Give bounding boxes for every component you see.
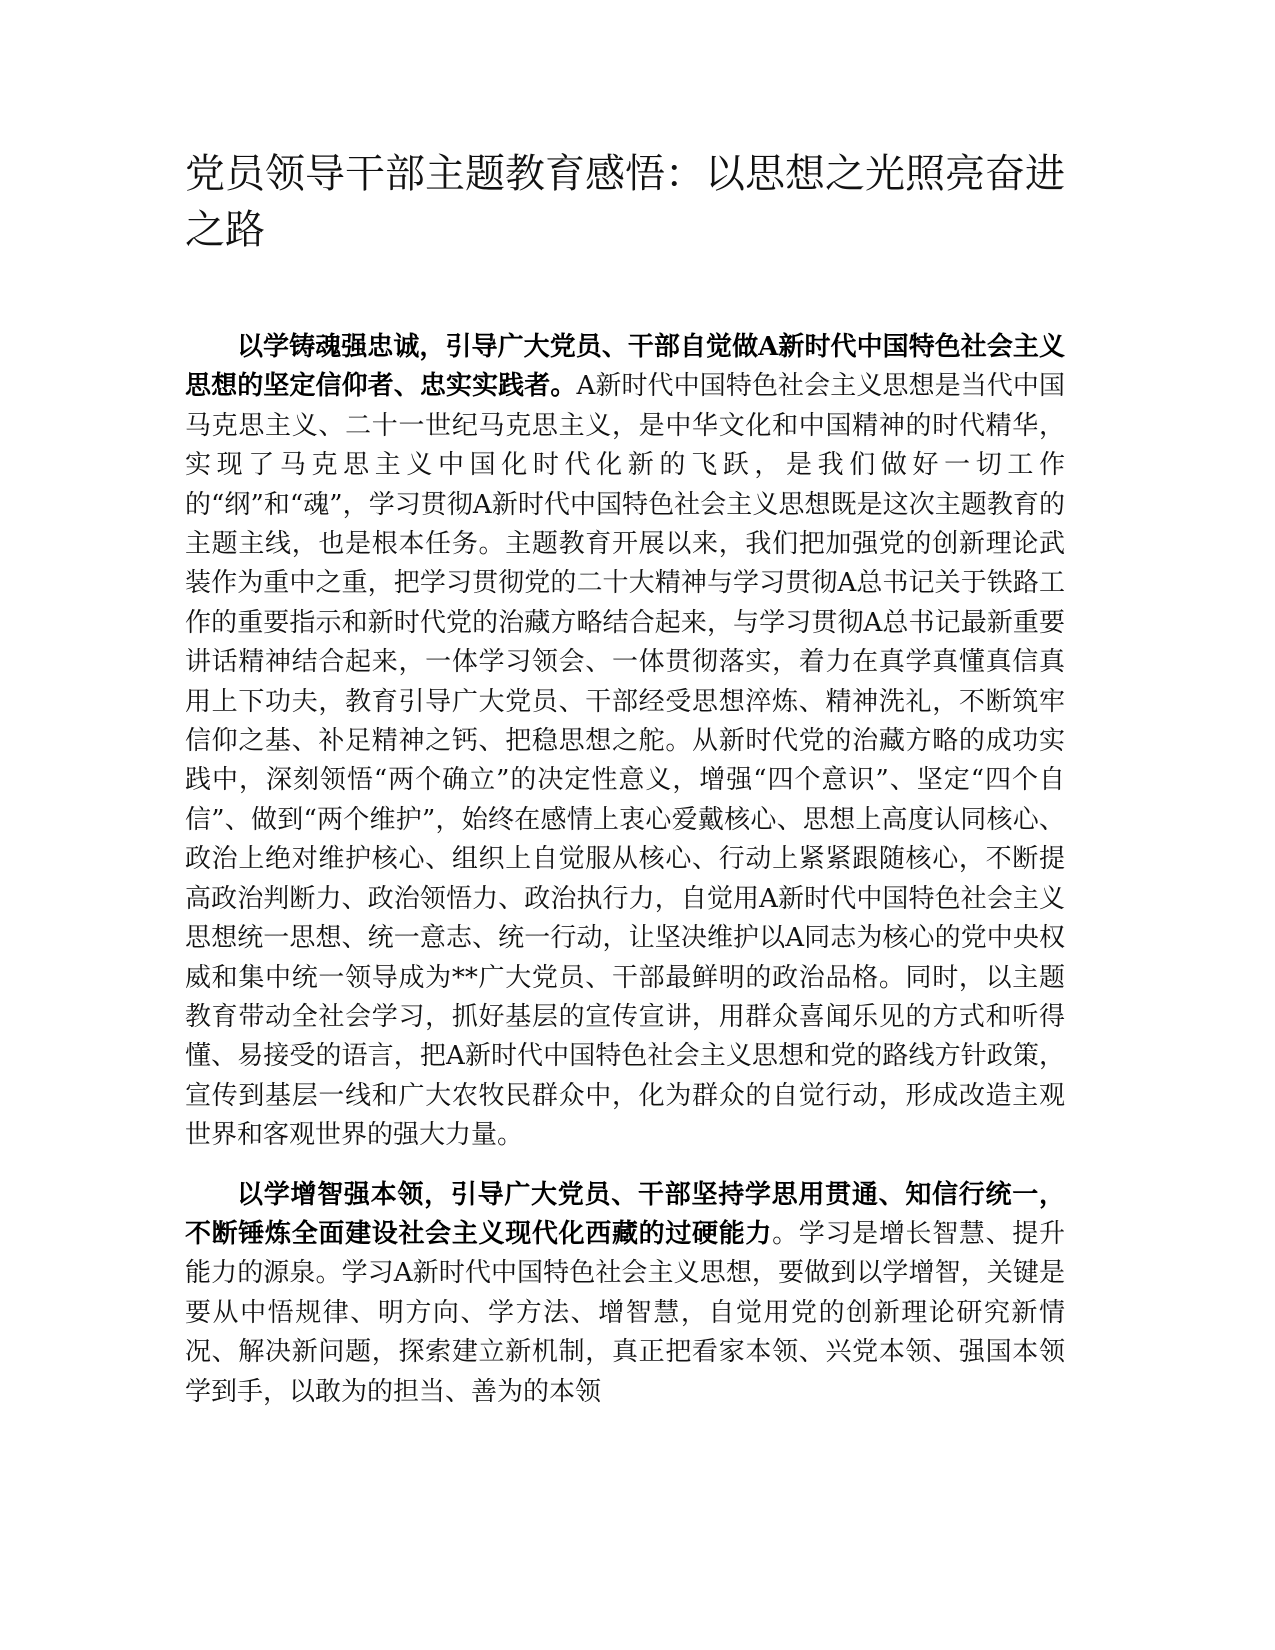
paragraph-1-lead: 以学铸魂强忠诚，引导广大党员、干部自觉做A新时代中国特色社会主义思想的坚定信仰者、忠实实践者。 <box>185 332 1065 402</box>
document-title: 党员领导干部主题教育感悟：以思想之光照亮奋进之路 <box>185 151 1065 253</box>
paragraph-1 <box>185 328 1065 1156</box>
paragraph-2 <box>185 1176 1065 1412</box>
document-body <box>185 328 1065 1432</box>
paragraph-1-body: A新时代中国特色社会主义思想是当代中国马克思主义、二十一世纪马克思主义，是中华文化和中国精神的时代精华，实现了马克思主义中国化时代化新的飞跃，是我们做好一切工作的“纲”和“魂”，学习贯彻A新时代中国特色社会主义思想既是这次主题教育的主题主线，也是根本任务。主题教育开展以来，我们把加强党的创新理论武装作为重中之重，把学习贯彻党的二十大精神与学习贯彻A总书记关于铁路工作的重要指示和新时代党的治藏方略结合起来，与学习贯彻A总书记最新重要讲话精神结合起来，一体学习领会、一体贯彻落实，着力在真学真懂真信真用上下功夫，教育引导广大党员、干部经受思想淬炼、精神洗礼，不断筑牢信仰之基、补足精神之钙、把稳思想之舵。从新时代党的治藏方略的成功实践中，深刻领悟“两个确立”的决定性意义，增强“四个意识”、坚定“四个自信”、做到“两个维护”，始终在感情上衷心爱戴核心、思想上高度认同核心、政治上绝对维护核心、组织上自觉服从核心、行动上紧紧跟随核心，不断提高政治判断力、政治领悟力、政治执行力，自觉用A新时代中国特色社会主义思想统一思想、统一意志、统一行动，让坚决维护以A同志为核心的党中央权威和集中统一领导成为**广大党员、干部最鲜明的政治品格。同时，以主题教育带动全社会学习，抓好基层的宣传宣讲，用群众喜闻乐见的方式和听得懂、易接受的语言，把A新时代中国特色社会主义思想和党的路线方针政策，宣传到基层一线和广大农牧民群众中，化为群众的自觉行动，形成改造主观世界和客观世界的强大力量。 <box>185 371 1065 1151</box>
paragraph-2-body: 。学习是增长智慧、提升能力的源泉。学习A新时代中国特色社会主义思想，要做到以学增智，关键是要从中悟规律、明方向、学方法、增智慧，自觉用党的创新理论研究新情况、解决新问题，探索建立新机制，真正把看家本领、兴党本领、强国本领学到手，以敢为的担当、善为的本领 <box>185 1218 1065 1407</box>
paragraph-2-lead: 以学增智强本领，引导广大党员、干部坚持学思用贯通、知信行统一，不断锤炼全面建设社会主义现代化西藏的过硬能力 <box>185 1179 1065 1249</box>
